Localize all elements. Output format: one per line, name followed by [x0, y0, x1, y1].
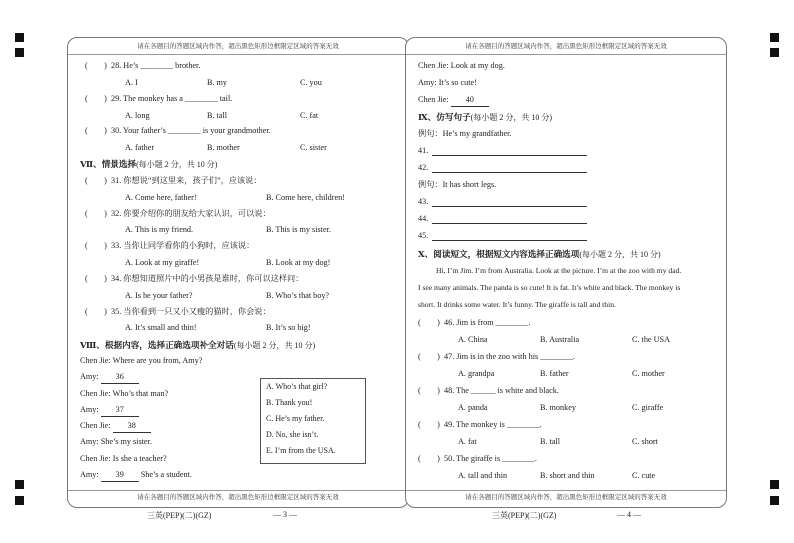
- dialogue-option: C. He’s my father.: [266, 414, 325, 423]
- dialogue-line: Chen Jie: Look at my dog.: [418, 61, 505, 70]
- page-number: — 4 —: [617, 510, 641, 519]
- option-b: B. short and thin: [540, 471, 595, 480]
- answer-area-notice: 请在各题目的答题区域内作答，超出黑色矩形边框限定区域的答案无效: [68, 490, 408, 505]
- option-c: C. sister: [300, 143, 327, 152]
- option-a: A. father: [125, 143, 155, 152]
- option-a: A. tall and thin: [458, 471, 508, 480]
- dialogue-line: Amy: It’s so cute!: [418, 78, 477, 87]
- question-text: 47. Jim is in the zoo with his ________.: [444, 352, 575, 361]
- answer-area-notice: 请在各题目的答题区域内作答，超出黑色矩形边框限定区域的答案无效: [406, 40, 726, 55]
- dialogue-line: Chen Jie: 38: [80, 420, 151, 433]
- passage-line: Hi, I’m Jim. I’m from Australia. Look at the picture. I’m at the zoo with my dad.: [436, 266, 682, 275]
- dialogue-line: Amy: She’s my sister.: [80, 437, 152, 446]
- answer-paren[interactable]: ( ): [418, 318, 440, 327]
- dialogue-line: Chen Jie: Where are you from, Amy?: [80, 356, 203, 365]
- question-text: 50. The giraffe is ________.: [444, 454, 537, 463]
- section-heading: Ⅷ、根据内容，选择正确选项补全对话(每小题 2 分，共 10 分): [80, 340, 316, 350]
- option-a: A. panda: [458, 403, 488, 412]
- dialogue-option: B. Thank you!: [266, 398, 313, 407]
- option-c: C. fat: [300, 111, 319, 120]
- footer-title: 三英(PEP)(二)(GZ): [147, 511, 212, 520]
- option-c: C. you: [300, 78, 322, 87]
- option-a: A. long: [125, 111, 150, 120]
- answer-paren[interactable]: ( ): [85, 126, 107, 135]
- answer-blank[interactable]: 36: [101, 371, 139, 384]
- registration-mark: [15, 33, 24, 42]
- answer-paren[interactable]: ( ): [418, 352, 440, 361]
- question-number: 43.: [418, 197, 429, 206]
- answer-paren[interactable]: ( ): [85, 94, 107, 103]
- option-a: A. I: [125, 78, 138, 87]
- question-text: 31. 你想说“到这里来，孩子们”，应该说：: [111, 176, 262, 185]
- dialogue-option: A. Who’s that girl?: [266, 382, 328, 391]
- option-a: A. It’s small and thin!: [125, 323, 197, 332]
- answer-blank[interactable]: 37: [101, 404, 139, 417]
- question-text: 28. He’s ________ brother.: [111, 61, 201, 70]
- registration-mark: [15, 496, 24, 505]
- dialogue-line: Amy: 39 She’s a student.: [80, 469, 192, 482]
- dialogue-line: Amy: 36: [80, 371, 139, 384]
- dialogue-option: E. I’m from the USA.: [266, 446, 336, 455]
- option-a: A. This is my friend.: [125, 225, 194, 234]
- question-number: 41.: [418, 146, 429, 155]
- example-sentence: 例句：It has short legs.: [418, 180, 497, 189]
- passage-line: short. It drinks some water. It’s funny. The giraffe is tall and thin.: [418, 300, 616, 309]
- option-b: B. It’s so big!: [266, 323, 311, 332]
- option-b: B. Come here, children!: [266, 193, 345, 202]
- option-a: A. Is he your father?: [125, 291, 193, 300]
- dialogue-line: Chen Jie: 40: [418, 94, 489, 107]
- dialogue-line: Chen Jie: Is she a teacher?: [80, 454, 167, 463]
- option-c: C. mother: [632, 369, 665, 378]
- question-text: 48. The ______ is white and black.: [444, 386, 559, 395]
- section-heading: Ⅸ、仿写句子(每小题 2 分，共 10 分): [418, 112, 552, 122]
- question-number: 45.: [418, 231, 429, 240]
- answer-line[interactable]: [432, 155, 587, 156]
- option-a: A. Come here, father!: [125, 193, 197, 202]
- question-text: 35. 当你看到一只又小又瘦的猫时，你会说：: [111, 307, 271, 316]
- dialogue-line: Chen Jie: Who’s that man?: [80, 389, 169, 398]
- question-text: 46. Jim is from ________.: [444, 318, 531, 327]
- answer-paren[interactable]: ( ): [85, 274, 107, 283]
- option-b: B. mother: [207, 143, 240, 152]
- option-b: B. Who’s that boy?: [266, 291, 330, 300]
- option-b: B. father: [540, 369, 569, 378]
- registration-mark: [15, 48, 24, 57]
- answer-area-notice: 请在各题目的答题区域内作答，超出黑色矩形边框限定区域的答案无效: [68, 40, 408, 55]
- option-b: B. Look at my dog!: [266, 258, 331, 267]
- footer-title: 三英(PEP)(二)(GZ): [492, 511, 557, 520]
- dialogue-options-box: [260, 378, 366, 464]
- option-c: C. short: [632, 437, 658, 446]
- registration-mark: [770, 33, 779, 42]
- page-number: — 3 —: [273, 510, 297, 519]
- answer-paren[interactable]: ( ): [418, 386, 440, 395]
- answer-line[interactable]: [432, 206, 587, 207]
- option-b: B. my: [207, 78, 228, 87]
- question-number: 42.: [418, 163, 429, 172]
- question-text: 34. 你想知道照片中的小男孩是谁时，你可以这样问：: [111, 274, 304, 283]
- answer-paren[interactable]: ( ): [85, 307, 107, 316]
- option-a: A. grandpa: [458, 369, 495, 378]
- answer-paren[interactable]: ( ): [85, 176, 107, 185]
- answer-line[interactable]: [432, 172, 587, 173]
- answer-line[interactable]: [432, 223, 587, 224]
- registration-mark: [770, 480, 779, 489]
- question-text: 49. The monkey is ________.: [444, 420, 542, 429]
- answer-paren[interactable]: ( ): [85, 61, 107, 70]
- example-sentence: 例句：He’s my grandfather.: [418, 129, 512, 138]
- dialogue-line: Amy: 37: [80, 404, 139, 417]
- option-a: A. China: [458, 335, 488, 344]
- passage-line: I see many animals. The panda is so cute! It is fat. It’s white and black. The monkey is: [418, 283, 681, 292]
- option-b: B. This is my sister.: [266, 225, 331, 234]
- question-text: 29. The monkey has a ________ tail.: [111, 94, 233, 103]
- answer-blank[interactable]: 39: [101, 469, 139, 482]
- question-text: 32. 你要介绍你的朋友给大家认识，可以说：: [111, 209, 271, 218]
- answer-area-notice: 请在各题目的答题区域内作答，超出黑色矩形边框限定区域的答案无效: [406, 490, 726, 505]
- option-a: A. Look at my giraffe!: [125, 258, 200, 267]
- section-heading: Ⅹ、阅读短文，根据短文内容选择正确选项(每小题 2 分，共 10 分): [418, 249, 661, 259]
- answer-paren[interactable]: ( ): [418, 420, 440, 429]
- option-a: A. fat: [458, 437, 477, 446]
- option-b: B. tall: [207, 111, 228, 120]
- answer-blank[interactable]: 40: [451, 94, 489, 107]
- registration-mark: [15, 480, 24, 489]
- option-b: B. Australia: [540, 335, 580, 344]
- answer-paren[interactable]: ( ): [85, 241, 107, 250]
- question-text: 33. 当你让同学看你的小狗时，应该说：: [111, 241, 255, 250]
- question-number: 44.: [418, 214, 429, 223]
- dialogue-option: D. No, she isn’t.: [266, 430, 319, 439]
- registration-mark: [770, 496, 779, 505]
- answer-paren[interactable]: ( ): [85, 209, 107, 218]
- option-b: B. monkey: [540, 403, 576, 412]
- option-c: C. cute: [632, 471, 656, 480]
- option-b: B. tall: [540, 437, 561, 446]
- answer-paren[interactable]: ( ): [418, 454, 440, 463]
- option-c: C. the USA: [632, 335, 670, 344]
- section-heading: Ⅶ、情景选择(每小题 2 分，共 10 分): [80, 159, 218, 169]
- question-text: 30. Your father’s ________ is your grandmother.: [111, 126, 271, 135]
- answer-blank[interactable]: 38: [113, 420, 151, 433]
- registration-mark: [770, 48, 779, 57]
- answer-line[interactable]: [432, 240, 587, 241]
- option-c: C. giraffe: [632, 403, 664, 412]
